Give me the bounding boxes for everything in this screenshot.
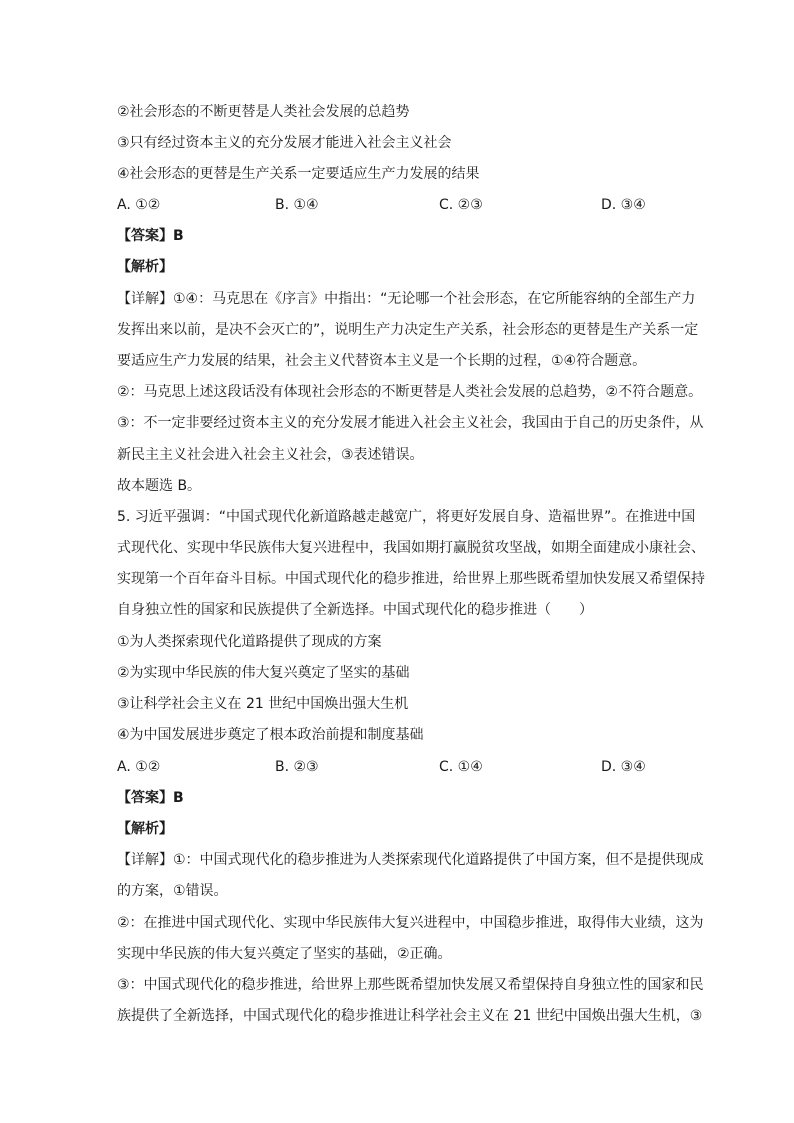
q5-analysis-label: 【解析】 bbox=[117, 821, 173, 837]
q4-detail-line: 【详解】①④：马克思在《序言》中指出：“无论哪一个社会形态，在它所能容纳的全部生产力 bbox=[117, 291, 696, 307]
q5-detail-line: 实现中华民族的伟大复兴奠定了坚实的基础，②正确。 bbox=[117, 946, 452, 962]
q4-detail-line: 发挥出来以前，是决不会灭亡的”，说明生产力决定生产关系，社会形态的更替是生产关系一定 bbox=[117, 322, 699, 338]
q4-choice-d: D. ③④ bbox=[601, 197, 646, 213]
q4-choices bbox=[117, 195, 677, 215]
q5-choice-c: C. ①④ bbox=[439, 759, 483, 775]
q5-option-2: ②为实现中华民族的伟大复兴奠定了坚实的基础 bbox=[117, 665, 410, 681]
q5-option-3: ③让科学社会主义在 21 世纪中国焕出强大生机 bbox=[117, 696, 409, 712]
q4-detail-line: ②：马克思上述这段话没有体现社会形态的不断更替是人类社会发展的总趋势，②不符合题意。 bbox=[117, 384, 703, 400]
q5-stem-line: 自身独立性的国家和民族提供了全新选择。中国式现代化的稳步推进（ ） bbox=[117, 602, 593, 618]
q4-detail-line: ③：不一定非要经过资本主义的充分发展才能进入社会主义社会，我国由于自己的历史条件，从 bbox=[117, 415, 704, 431]
q5-choice-d: D. ③④ bbox=[601, 759, 646, 775]
q4-option-2: ②社会形态的不断更替是人类社会发展的总趋势 bbox=[117, 104, 410, 120]
q4-option-3: ③只有经过资本主义的充分发展才能进入社会主义社会 bbox=[117, 135, 452, 151]
q5-option-1: ①为人类探索现代化道路提供了现成的方案 bbox=[117, 634, 382, 650]
q4-detail-line: 要适应生产力发展的结果，社会主义代替资本主义是一个长期的过程，①④符合题意。 bbox=[117, 353, 647, 369]
q5-detail-line: 【详解】①：中国式现代化的稳步推进为人类探索现代化道路提供了中国方案，但不是提供现成 bbox=[117, 852, 704, 868]
q4-analysis-label: 【解析】 bbox=[117, 259, 173, 275]
q4-choice-c: C. ②③ bbox=[439, 197, 483, 213]
q5-option-4: ④为中国发展进步奠定了根本政治前提和制度基础 bbox=[117, 727, 424, 743]
q5-choice-b: B. ②③ bbox=[275, 759, 319, 775]
q4-detail-line: 新民主主义社会进入社会主义社会，③表述错误。 bbox=[117, 447, 424, 463]
q5-detail-line: ②：在推进中国式现代化、实现中华民族伟大复兴进程中，中国稳步推进，取得伟大业绩，这为 bbox=[117, 915, 704, 931]
q4-choice-a: A. ①② bbox=[117, 197, 161, 213]
q5-stem-line: 式现代化、实现中华民族伟大复兴进程中，我国如期打赢脱贫攻坚战，如期全面建成小康社会、 bbox=[117, 540, 705, 556]
q5-choices bbox=[117, 757, 677, 777]
q5-detail-line: 的方案，①错误。 bbox=[117, 883, 228, 899]
q5-choice-a: A. ①② bbox=[117, 759, 161, 775]
q5-stem-line: 5. 习近平强调：“中国式现代化新道路越走越宽广，将更好发展自身、造福世界”。在推进中国 bbox=[117, 509, 696, 525]
q4-answer: 【答案】B bbox=[117, 228, 184, 244]
q4-detail-line: 故本题选 B。 bbox=[117, 478, 202, 494]
q5-detail-line: ③：中国式现代化的稳步推进，给世界上那些既希望加快发展又希望保持自身独立性的国家和民 bbox=[117, 977, 704, 993]
q5-stem-line: 实现第一个百年奋斗目标。中国式现代化的稳步推进，给世界上那些既希望加快发展又希望保持 bbox=[117, 571, 705, 587]
q5-answer: 【答案】B bbox=[117, 790, 184, 806]
q5-detail-line: 族提供了全新选择，中国式现代化的稳步推进让科学社会主义在 21 世纪中国焕出强大生机，③ bbox=[117, 1008, 703, 1024]
q4-option-4: ④社会形态的更替是生产关系一定要适应生产力发展的结果 bbox=[117, 166, 480, 182]
q4-choice-b: B. ①④ bbox=[275, 197, 319, 213]
